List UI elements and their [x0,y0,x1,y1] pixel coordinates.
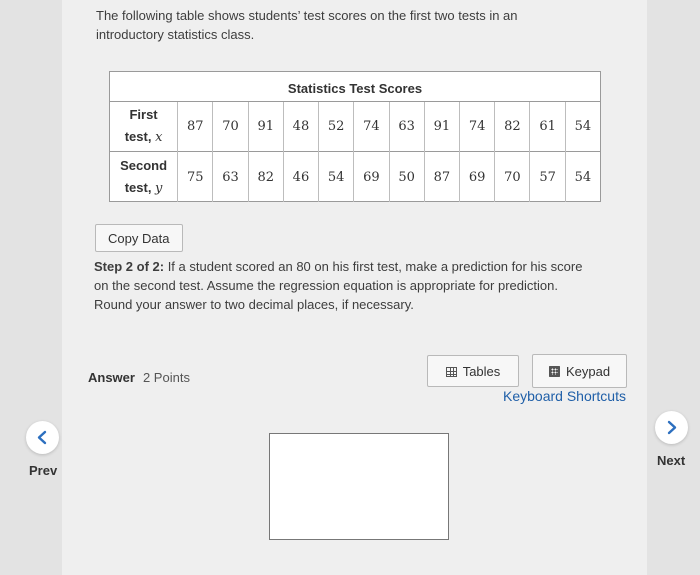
cell-y: 46 [283,152,318,203]
answer-heading [88,370,190,385]
cell-x: 63 [389,102,424,152]
intro-text: The following table shows students’ test scores on the first two tests in an introductory statistics class. [96,8,518,42]
cell-x: 87 [178,102,213,152]
answer-points: 2 Points [142,370,190,385]
cell-y: 54 [565,152,600,203]
table-icon [446,367,457,377]
cell-x: 52 [319,102,354,152]
cell-y: 50 [389,152,424,203]
step-label: Step 2 of 2: [94,259,165,274]
cell-x: 82 [495,102,530,152]
cell-x: 61 [530,102,565,152]
scores-table [109,71,601,202]
row-label-second: Second test, y [110,152,178,203]
cell-x: 70 [213,102,248,152]
cell-x: 48 [283,102,318,152]
cell-y: 75 [178,152,213,203]
cell-y: 54 [319,152,354,203]
cell-x: 54 [565,102,600,152]
cell-x: 91 [424,102,459,152]
chevron-left-icon [26,421,59,454]
cell-y: 57 [530,152,565,203]
step-text: If a student scored an 80 on his first test, make a prediction for his score on the second test. Assume the regression equation is appropriate for prediction. Round your answer to two decimal places, if necessary. [94,259,583,312]
cell-y: 70 [495,152,530,203]
next-button[interactable] [655,411,688,444]
answer-label: Answer [88,370,135,385]
prev-label[interactable]: Prev [29,463,58,478]
next-label[interactable]: Next [657,453,686,468]
table-title: Statistics Test Scores [110,72,600,102]
row-label-first: First test, x [124,107,163,145]
cell-x: 74 [354,102,389,152]
keyboard-shortcuts-link[interactable]: Keyboard Shortcuts [503,388,626,404]
answer-input[interactable] [269,433,449,540]
cell-y: 69 [460,152,495,203]
cell-y: 69 [354,152,389,203]
table-row-second-test [110,152,600,203]
step-question [94,257,594,314]
keypad-button[interactable]: Keypad [532,354,627,388]
cell-x: 74 [460,102,495,152]
keypad-icon [549,366,560,377]
cell-y: 63 [213,152,248,203]
copy-data-button[interactable]: Copy Data [95,224,183,252]
cell-y: 87 [424,152,459,203]
table-row-first-test [110,102,600,152]
cell-x: 91 [248,102,283,152]
cell-y: 82 [248,152,283,203]
tables-button[interactable]: Tables [427,355,519,387]
chevron-right-icon [655,411,688,444]
prev-button[interactable] [26,421,59,454]
